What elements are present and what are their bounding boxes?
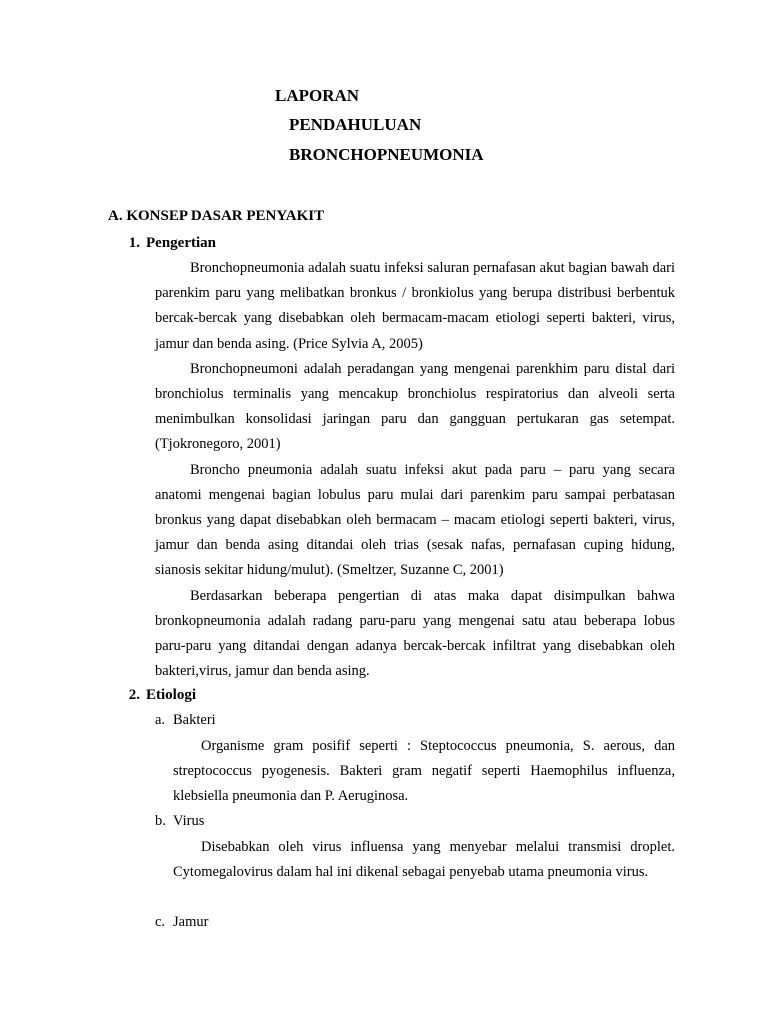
sub-letter: c. bbox=[155, 914, 166, 930]
sub-label: Jamur bbox=[173, 914, 209, 930]
sub-label: Bakteri bbox=[173, 712, 216, 728]
heading-number: 2. bbox=[128, 687, 140, 703]
heading-label: Etiologi bbox=[146, 687, 197, 703]
sub-letter: a. bbox=[155, 712, 166, 728]
virus-body bbox=[173, 835, 675, 885]
bakteri-body bbox=[173, 734, 675, 810]
paragraph: Bronchopneumoni adalah peradangan yang mengenai parenkhim paru distal dari bronchiolus terminalis yang mencakup bronchiolus respiratorius dan alveoli serta menimbulkan konsolidasi jaringan paru dan gangguan pertukaran gas setempat. (Tjokronegoro, 2001) bbox=[155, 360, 675, 453]
sub-letter: b. bbox=[155, 813, 166, 829]
title-bronchopneumonia: BRONCHOPNEUMONIA bbox=[289, 145, 484, 164]
section-a-heading: A. KONSEP DASAR PENYAKIT bbox=[108, 208, 325, 224]
heading-number: 1. bbox=[128, 235, 140, 251]
pengertian-body bbox=[155, 256, 675, 684]
sub-label: Virus bbox=[173, 813, 205, 829]
paragraph: Organisme gram posifif seperti : Steptococcus pneumonia, S. aerous, dan streptococcus pyogenesis. Bakteri gram negatif seperti Haemophilus influenza, klebsiella pneumonia dan P. Aeruginosa. bbox=[173, 738, 675, 805]
paragraph: Berdasarkan beberapa pengertian di atas maka dapat disimpulkan bahwa bronkopneumonia adalah radang paru-paru yang mengenai satu atau beberapa lobus paru-paru yang ditandai dengan adanya bercak-bercak infiltrat yang disebabkan oleh bakteri,virus, jamur dan benda asing. bbox=[155, 587, 675, 680]
paragraph: Broncho pneumonia adalah suatu infeksi akut pada paru – paru yang secara anatomi mengenai bagian lobulus paru mulai dari parenkim paru sampai perbatasan bronkus yang dapat disebabkan oleh bermacam – macam etiologi seperti bakteri, virus, jamur dan benda asing ditandai oleh trias (sesak nafas, pernafasan cuping hidung, sianosis sekitar hidung/mulut). (Smeltzer, Suzanne C, 2001) bbox=[155, 461, 675, 579]
paragraph: Bronchopneumonia adalah suatu infeksi saluran pernafasan akut bagian bawah dari parenkim paru yang melibatkan bronkus / bronkiolus yang berupa distribusi berbentuk bercak-bercak yang disebabkan oleh bermacam-macam etiologi seperti bakteri, virus, jamur dan benda asing. (Price Sylvia A, 2005) bbox=[155, 260, 675, 352]
paragraph: Disebabkan oleh virus influensa yang menyebar melalui transmisi droplet. Cytomegalovirus dalam hal ini dikenal sebagai penyebab utama pneumonia virus. bbox=[173, 839, 675, 881]
heading-label: Pengertian bbox=[146, 235, 216, 251]
title-pendahuluan: PENDAHULUAN bbox=[289, 115, 422, 134]
title-laporan: LAPORAN bbox=[275, 86, 360, 105]
